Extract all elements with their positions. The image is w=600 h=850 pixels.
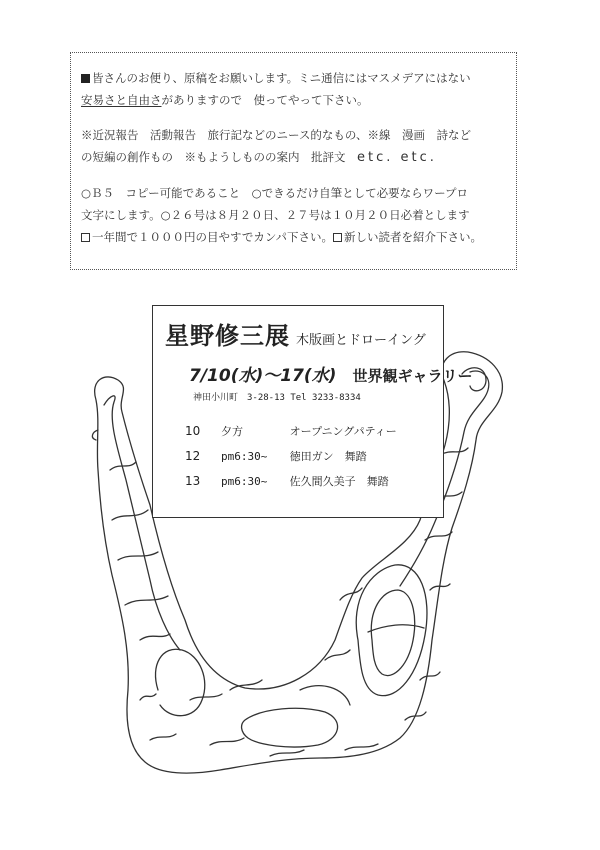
event-time: pm6:30~ [221,450,268,463]
notice-line-3: ※近況報告 活動報告 旅行記などのニース的なもの、※線 漫画 詩など [81,128,471,142]
notice-line-2-text: がありますので 使ってやって下さい。 [161,93,369,107]
event-day: 10 [185,424,201,438]
event-description: 徳田ガン 舞踏 [289,450,367,463]
drawing-oval-inner [371,590,414,676]
exhibition-venue: 世界観ギャラリー [352,367,473,385]
notice-line-1-text: 皆さんのお便り、原稿をお願いします。ミニ通信にはマスメデアにはない [92,71,471,85]
drawing-cavity-right [300,686,350,705]
exhibition-announcement-box [152,305,473,518]
exhibition-subtitle: 木版画とドローイング [296,333,426,348]
exhibition-dates-row [165,361,473,386]
drawing-cavity-center [242,708,338,747]
event-description: オープニングパティー [289,425,397,438]
notice-line-5: ○Ｂ５ コピー可能であること ○できるだけ自筆として必要ならワープロ [81,186,469,200]
exhibition-address: 神田小川町 3-28-13 Tel 3233-8334 [193,393,361,403]
notice-line-7-text-b: 新しい読者を紹介下さい。 [344,230,483,244]
drawing-cavity-left [155,649,204,715]
exhibition-title: 星野修三展 [165,321,290,350]
event-item [185,444,433,469]
event-item [185,469,433,494]
exhibition-events-list [165,419,433,494]
event-day: 13 [185,474,201,488]
drawing-oval-bar [368,625,424,632]
event-item [185,419,433,444]
notice-line-6: 文字にします。○２６号は８月２０日、２７号は１０月２０日必着とします [81,208,470,222]
notice-underlined-text: 安易さと自由さ [81,93,162,107]
event-time: pm6:30~ [221,475,268,488]
notice-line-4-text: の短編の創作もの ※もようしものの案内 批評文 [81,150,346,164]
exhibition-dates: 7/10(水)〜17(水) [189,366,337,386]
event-description: 佐久間久美子 舞踏 [289,475,389,488]
notice-line-7-text-a: 一年間で１０００円の目やすでカンパ下さい。 [92,230,334,244]
drawing-oval-large [356,565,427,696]
notice-etc-text: etc. etc. [357,150,437,165]
event-day: 12 [185,449,201,463]
event-time: 夕方 [221,425,243,438]
exhibition-title-row [165,316,433,351]
